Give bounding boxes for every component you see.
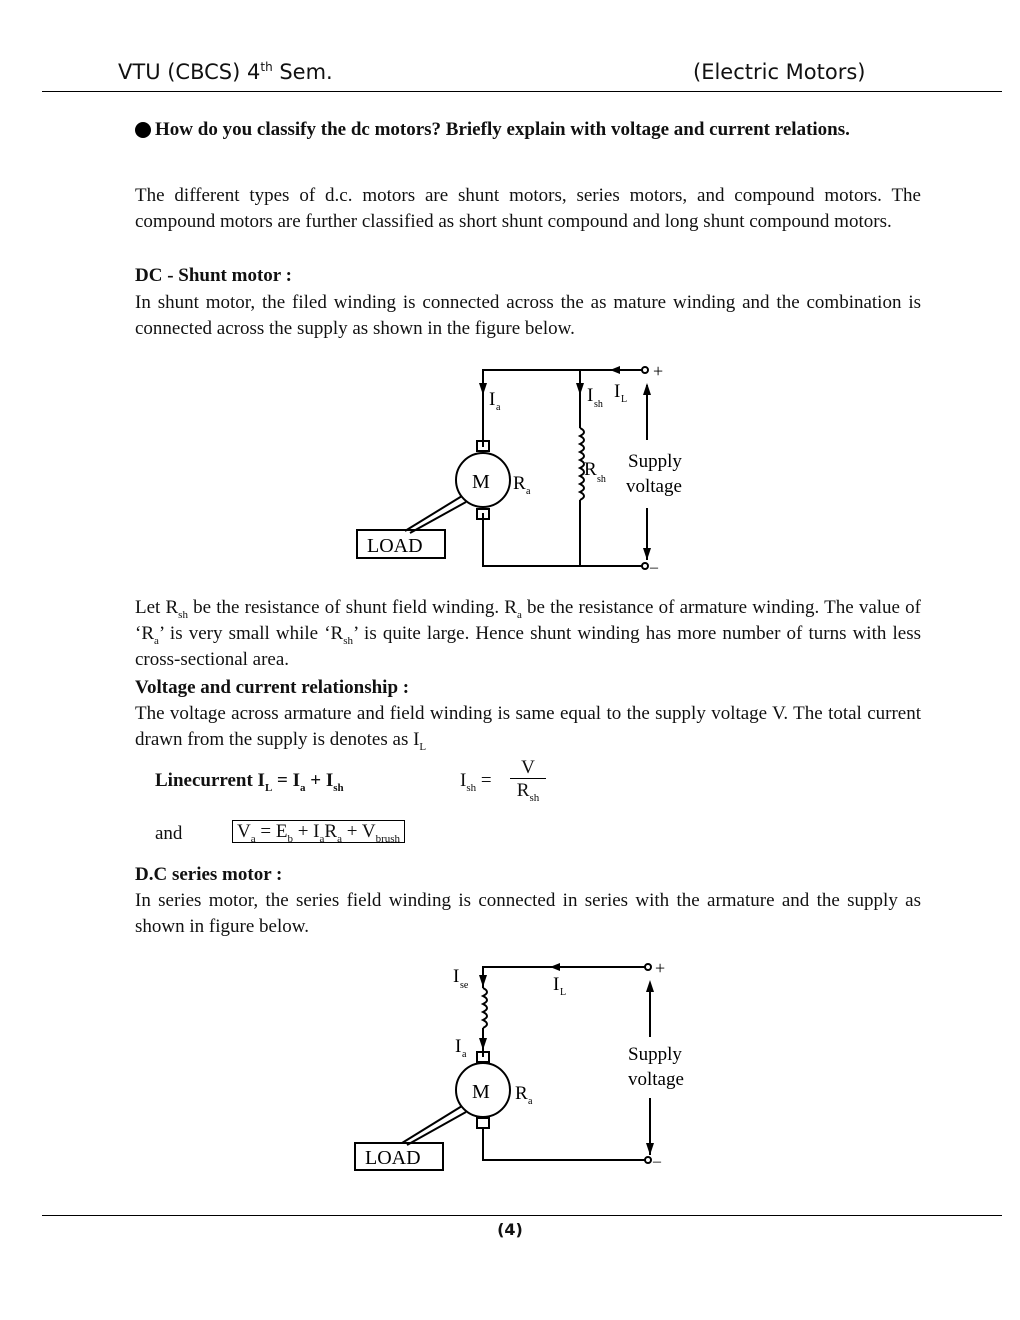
header-left: VTU (CBCS) 4th Sem. (118, 60, 333, 84)
footer-rule (42, 1215, 1002, 1216)
svg-text:voltage: voltage (626, 476, 682, 497)
shunt-heading: DC - Shunt motor : (135, 265, 292, 286)
shunt-current-fraction: V $R_{sh}$ (510, 757, 546, 803)
svg-text:Supply: Supply (628, 451, 682, 472)
line-current-equation: Linecurrent $I_L = I_a + I_{sh}$ (155, 770, 344, 794)
svg-text:+: + (653, 361, 664, 381)
svg-text:a: a (526, 486, 531, 497)
intro-paragraph: The different types of d.c. motors are shunt motors, series motors, and compound motors. The compound motors are further classified as short shunt compound and long shunt compound motors. (135, 185, 921, 232)
svg-text:LOAD: LOAD (365, 1147, 421, 1169)
and-label: and (155, 823, 183, 844)
svg-text:L: L (560, 987, 567, 998)
svg-text:R: R (515, 1083, 528, 1104)
svg-text:–: – (650, 559, 658, 576)
svg-text:se: se (460, 980, 469, 991)
svg-text:sh: sh (594, 399, 603, 410)
svg-text:I: I (455, 1036, 462, 1057)
svg-text:LOAD: LOAD (367, 535, 423, 557)
armature-voltage-equation: $V_a = E_b + I_aR_a + V_{brush}$ (232, 821, 405, 843)
svg-text:a: a (462, 1049, 467, 1060)
svg-text:a: a (496, 402, 501, 413)
svg-text:I: I (453, 966, 460, 987)
series-heading: D.C series motor : (135, 864, 283, 885)
svg-text:L: L (621, 394, 628, 405)
svg-text:+: + (655, 958, 666, 978)
voltage-current-heading: Voltage and current relationship : (135, 677, 410, 698)
series-paragraph: In series motor, the series field winding is connected in series with the armature and the supply as shown in figure below. (135, 890, 921, 937)
svg-text:sh: sh (597, 474, 606, 485)
question: How do you classify the dc motors? Briefly explain with voltage and current relations. (155, 119, 850, 140)
shunt-resistance-paragraph: Let $R_{sh}$ be the resistance of shunt field winding. $R_a$ be the resistance of armature winding. The value of ‘$R_a$’ is very small while ‘$R_{sh}$’ is quite large. Hence shunt winding has more number of turns with less cross-sectional area. (135, 597, 921, 670)
svg-text:R: R (513, 473, 526, 494)
svg-text:I: I (587, 385, 594, 406)
header-right: (Electric Motors) (693, 60, 866, 84)
shunt-paragraph: In shunt motor, the filed winding is connected across the as mature winding and the combination is connected across the supply as shown in the figure below. (135, 292, 921, 339)
svg-text:voltage: voltage (628, 1069, 684, 1090)
shunt-current-equation: $I_{sh}$ = (460, 770, 492, 794)
svg-text:I: I (614, 381, 621, 402)
svg-text:R: R (584, 459, 597, 480)
svg-text:M: M (472, 1081, 490, 1103)
svg-text:I: I (553, 974, 560, 995)
svg-text:M: M (472, 471, 490, 493)
svg-text:I: I (489, 389, 496, 410)
svg-text:a: a (528, 1096, 533, 1107)
voltage-current-paragraph: The voltage across armature and field winding is same equal to the supply voltage V. The total current drawn from the supply is denotes as $I_L$ (135, 703, 921, 753)
page-number: (4) (497, 1220, 523, 1239)
svg-text:Supply: Supply (628, 1044, 682, 1065)
svg-text:–: – (653, 1153, 661, 1170)
